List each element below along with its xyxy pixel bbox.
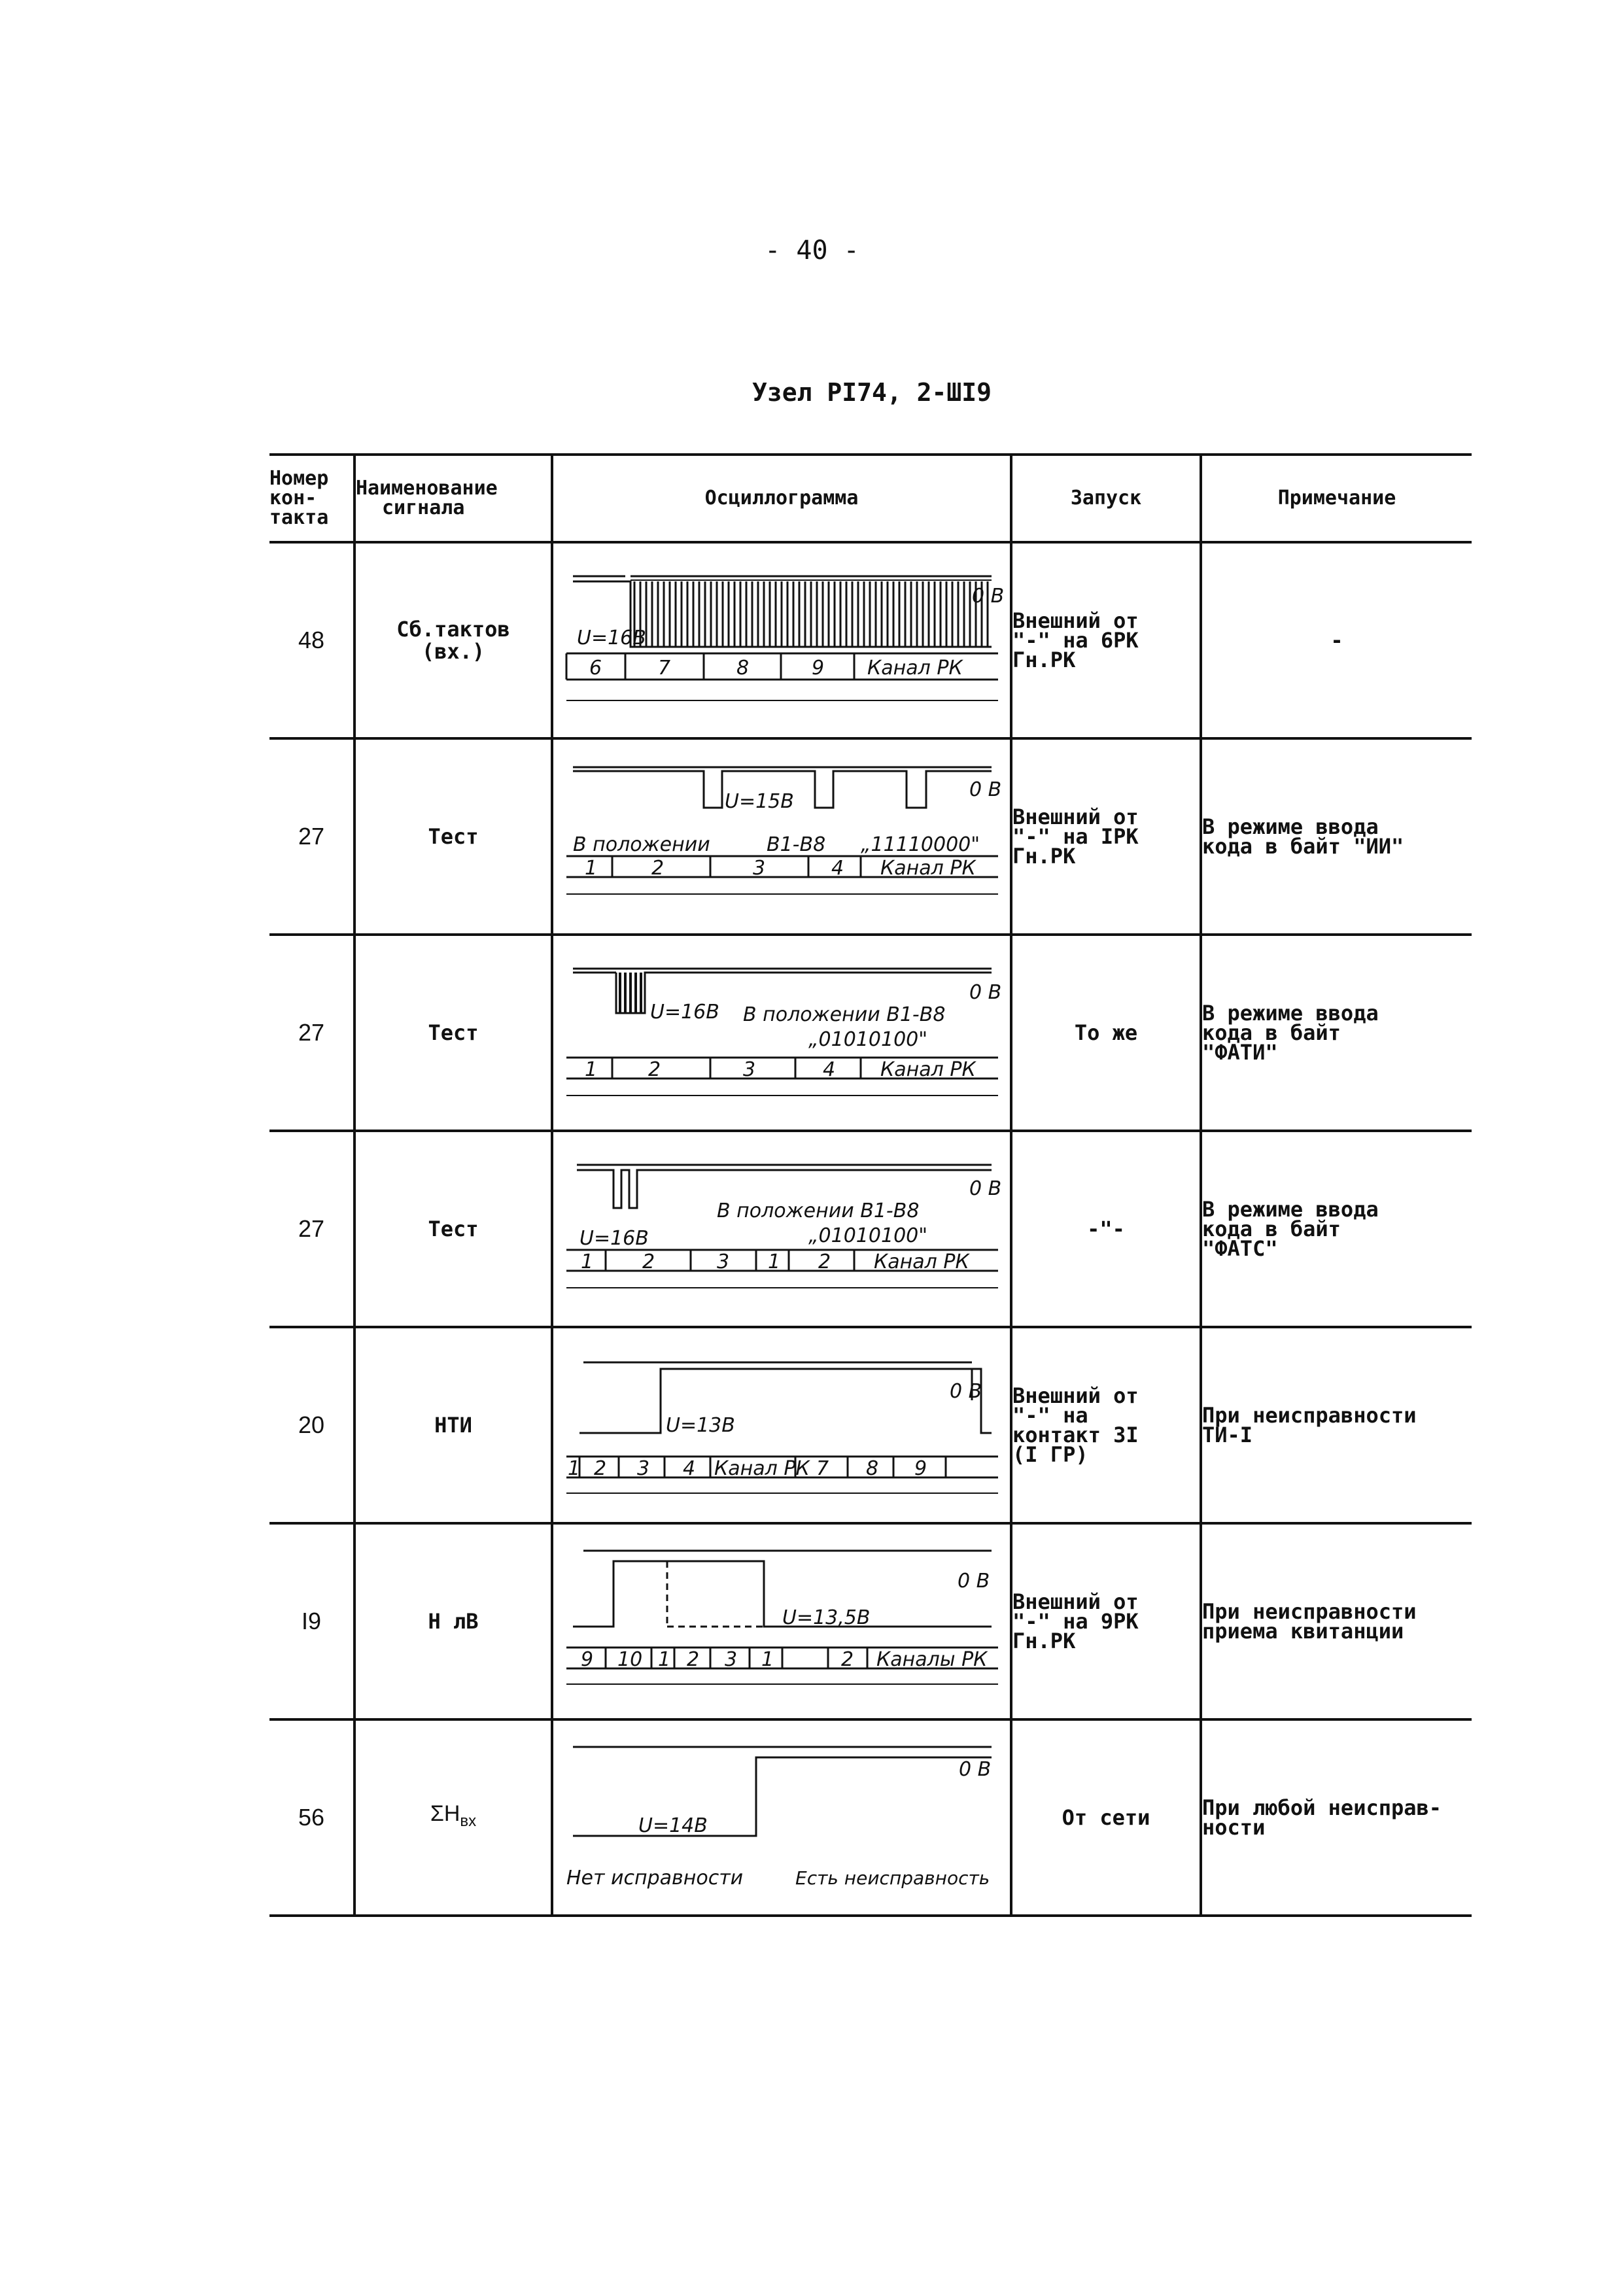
oscillogram-nti-step: [553, 1328, 1007, 1522]
channel-cell: 1: [761, 1648, 774, 1671]
channel-cell: 2: [818, 1251, 831, 1273]
contact-number: I9: [269, 1523, 354, 1719]
signal-name: Тест: [354, 935, 552, 1131]
table-row: [269, 1131, 1472, 1327]
table-row: [269, 738, 1472, 935]
channel-cell: 6: [589, 657, 602, 680]
note-cell: При любой неисправ- ности: [1201, 1719, 1472, 1916]
position-label: В положении: [573, 833, 710, 856]
position-code: „01010100": [808, 1028, 928, 1051]
contact-number: 20: [269, 1327, 354, 1523]
trigger-cell: -"-: [1011, 1131, 1201, 1327]
signal-table: [269, 453, 1472, 1917]
document-title: Узел PI74, 2-ШI9: [752, 378, 992, 407]
channel-cell: 7: [658, 657, 671, 680]
channel-cell: 4: [823, 1058, 836, 1081]
signal-name: Тест: [354, 738, 552, 935]
voltage-label: U=16В: [577, 627, 646, 649]
position-code: „11110000": [861, 833, 980, 856]
channel-cell: 2: [642, 1251, 655, 1273]
channel-cell: 1: [768, 1251, 781, 1273]
signal-name: НТИ: [354, 1327, 552, 1523]
channel-cell: 8: [736, 657, 750, 680]
header-trigger: Запуск: [1011, 455, 1201, 542]
zero-volt-label: 0 В: [969, 778, 1002, 801]
channel-cell: 3: [743, 1058, 756, 1081]
oscillogram-cell: [552, 1327, 1011, 1523]
channel-label: Канал РК: [880, 857, 976, 880]
zero-volt-label: 0 В: [969, 1177, 1002, 1200]
note-cell: В режиме ввода кода в байт "ФАТС": [1201, 1131, 1472, 1327]
note-cell: -: [1201, 542, 1472, 738]
voltage-label: U=16В: [650, 1001, 719, 1024]
zero-volt-label: 0 В: [972, 585, 1005, 608]
voltage-label: U=14В: [638, 1814, 708, 1837]
position-range: В1-В8: [767, 833, 826, 856]
table-row: [269, 935, 1472, 1131]
channel-cell: 3: [725, 1648, 738, 1671]
channel-cell: 2: [594, 1457, 607, 1480]
position-label: В положении В1-В8: [743, 1003, 946, 1026]
oscillogram-test-pulses: [553, 740, 1007, 933]
trigger-cell: Внешний от "-" на 6РК Гн.РК: [1011, 542, 1201, 738]
note-cell: При неисправности приема квитанции: [1201, 1523, 1472, 1719]
contact-number: 27: [269, 935, 354, 1131]
contact-number: 27: [269, 1131, 354, 1327]
oscillogram-fault-sum: [553, 1721, 1007, 1914]
zero-volt-label: 0 В: [958, 1570, 990, 1593]
channel-cell: 1: [581, 1251, 594, 1273]
oscillogram-cell: [552, 935, 1011, 1131]
oscillogram-clock-pulses: [553, 544, 1007, 737]
signal-name: Н лВ: [354, 1523, 552, 1719]
voltage-label: U=13,5В: [782, 1606, 871, 1629]
header-signal-name: Наименование сигнала: [354, 455, 552, 542]
header-oscillogram: Осциллограмма: [552, 455, 1011, 542]
channel-cell: 2: [841, 1648, 854, 1671]
zero-volt-label: 0 В: [959, 1758, 992, 1781]
channel-cell: 2: [648, 1058, 661, 1081]
contact-number: 48: [269, 542, 354, 738]
channel-cell: 3: [717, 1251, 730, 1273]
oscillogram-test-double: [553, 1132, 1007, 1326]
trigger-cell: То же: [1011, 935, 1201, 1131]
oscillogram-receipt-pulse: [553, 1525, 1007, 1718]
note-cell: В режиме ввода кода в байт "ИИ": [1201, 738, 1472, 935]
signal-name: Сб.тактов (вх.): [354, 542, 552, 738]
note-cell: В режиме ввода кода в байт "ФАТИ": [1201, 935, 1472, 1131]
trigger-cell: Внешний от "-" на контакт 3I (I ГР): [1011, 1327, 1201, 1523]
trigger-cell: От сети: [1011, 1719, 1201, 1916]
trigger-cell: Внешний от "-" на 9РК Гн.РК: [1011, 1523, 1201, 1719]
header-note: Примечание: [1201, 455, 1472, 542]
table-header-row: [269, 455, 1472, 542]
oscillogram-cell: [552, 1523, 1011, 1719]
channel-label: Канал РК: [867, 657, 963, 680]
zero-volt-label: 0 В: [969, 981, 1002, 1004]
voltage-label: U=15В: [725, 790, 794, 813]
table-row: [269, 1719, 1472, 1916]
position-label: В положении В1-В8: [717, 1199, 920, 1222]
channel-cell: 4: [831, 857, 844, 880]
channel-cell: 2: [651, 857, 665, 880]
channel-cell: 9: [914, 1457, 927, 1480]
table-row: [269, 1523, 1472, 1719]
channel-cell: 1: [568, 1457, 581, 1480]
channel-cell: 9: [581, 1648, 594, 1671]
voltage-label: U=16В: [579, 1227, 649, 1250]
channel-cell: 1: [585, 857, 598, 880]
channel-cell: 1: [585, 1058, 598, 1081]
note-cell: При неисправности ТИ-I: [1201, 1327, 1472, 1523]
table-row: [269, 542, 1472, 738]
channel-cell: 9: [812, 657, 825, 680]
oscillogram-cell: [552, 542, 1011, 738]
channel-label: Канал РК: [714, 1457, 810, 1480]
channel-cell: 3: [753, 857, 766, 880]
channel-label: Каналы РК: [876, 1648, 988, 1671]
signal-name: Тест: [354, 1131, 552, 1327]
signal-name: $\Sigma Н_{вх}$: [354, 1719, 552, 1916]
oscillogram-cell: [552, 738, 1011, 935]
fault-caption: Есть неисправность: [795, 1867, 990, 1889]
oscillogram-test-burst: [553, 936, 1007, 1130]
header-contact-number: Номер кон- такта: [269, 455, 354, 542]
oscillogram-cell: [552, 1719, 1011, 1916]
page-number: - 40 -: [765, 235, 859, 266]
channel-cell: 1: [658, 1648, 671, 1671]
voltage-label: U=13В: [666, 1414, 735, 1437]
channel-cell: 7: [816, 1457, 829, 1480]
trigger-cell: Внешний от "-" на IРК Гн.РК: [1011, 738, 1201, 935]
contact-number: 27: [269, 738, 354, 935]
table-row: [269, 1327, 1472, 1523]
channel-label: Канал РК: [880, 1058, 976, 1081]
channel-cell: 8: [866, 1457, 879, 1480]
channel-label: Канал РК: [874, 1251, 969, 1273]
oscillogram-cell: [552, 1131, 1011, 1327]
channel-cell: 3: [637, 1457, 650, 1480]
channel-cell: 10: [617, 1648, 643, 1671]
position-code: „01010100": [808, 1224, 928, 1247]
channel-cell: 2: [687, 1648, 700, 1671]
contact-number: 56: [269, 1719, 354, 1916]
no-fault-caption: Нет исправности: [566, 1867, 744, 1889]
zero-volt-label: 0 В: [950, 1380, 982, 1403]
channel-cell: 4: [683, 1457, 696, 1480]
